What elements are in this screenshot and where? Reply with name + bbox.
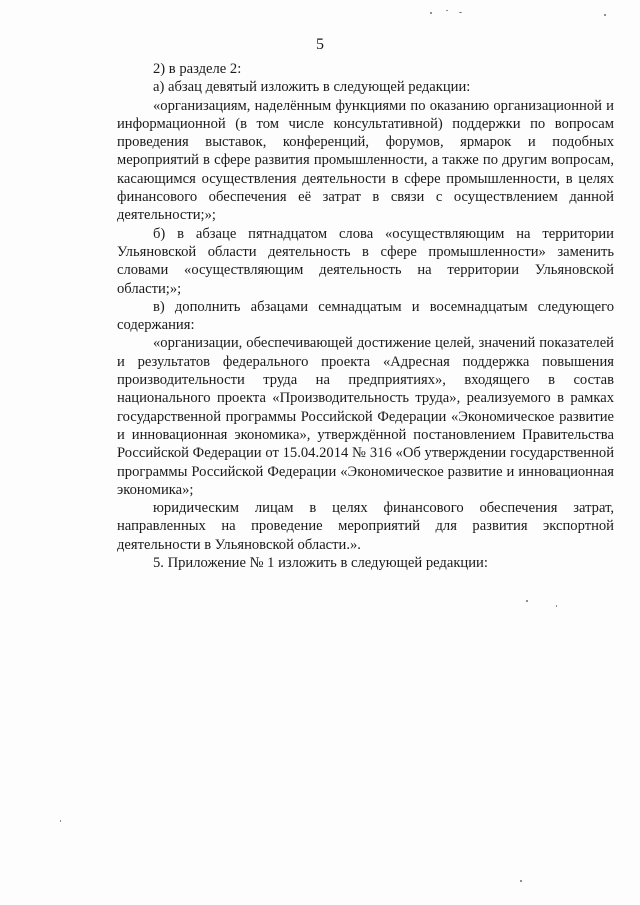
scan-speck bbox=[556, 605, 557, 607]
document-body bbox=[117, 60, 614, 572]
scan-speck bbox=[459, 12, 462, 13]
scan-speck bbox=[526, 600, 528, 602]
scan-speck bbox=[446, 10, 448, 11]
scan-speck bbox=[60, 820, 61, 822]
paragraph-item-a: а) абзац девятый изложить в следующей редакции: bbox=[153, 79, 471, 96]
paragraph-item-b: б) в абзаце пятнадцатом слова «осуществляющим на территории Ульяновской области деятельность в сфере промышленности» заменить словами «осуществляющим деятельность на территории Ульяновской области;»; bbox=[117, 225, 614, 297]
scan-speck bbox=[604, 14, 606, 16]
paragraph-quote-organizations: «организациям, наделённым функциями по оказанию организационной и информационной (в том числе консультативной) поддержки по вопросам проведения выставок, конференций, форумов, ярмарок и подобных мероприятий в сфере развития промышленности, а также по другим вопросам, касающимся осуществления деятельности в сфере промышленности, в целях финансового обеспечения её затрат в связи с осуществлением данной деятельности;»; bbox=[117, 97, 614, 224]
paragraph-legal-entities: юридическим лицам в целях финансового обеспечения затрат, направленных на проведение мероприятий для развития экспортной деятельности в Ульяновской области.». bbox=[117, 500, 614, 553]
scan-speck bbox=[430, 12, 432, 14]
paragraph-quote-federal-project: «организации, обеспечивающей достижение целей, значений показателей и результатов федерального проекта «Адресная поддержка повышения производительности труда на предприятиях», входящего в состав национального проекта «Производительность труда», реализуемого в рамках государственной программы Российской Федерации «Экономическое развитие и инновационная экономика», утверждённой постановлением Правительства Российской Федерации от 15.04.2014 № 316 «Об утверждении государственной программы Российской Федерации «Экономическое развитие и инновационная экономика»; bbox=[117, 335, 614, 498]
paragraph-section-2: 2) в разделе 2: bbox=[153, 61, 242, 77]
page-number: 5 bbox=[316, 36, 324, 53]
scan-speck bbox=[520, 880, 522, 882]
paragraph-item-v: в) дополнить абзацами семнадцатым и восемнадцатым следующего содержания: bbox=[117, 298, 614, 334]
paragraph-appendix-1: 5. Приложение № 1 изложить в следующей редакции: bbox=[153, 555, 488, 572]
